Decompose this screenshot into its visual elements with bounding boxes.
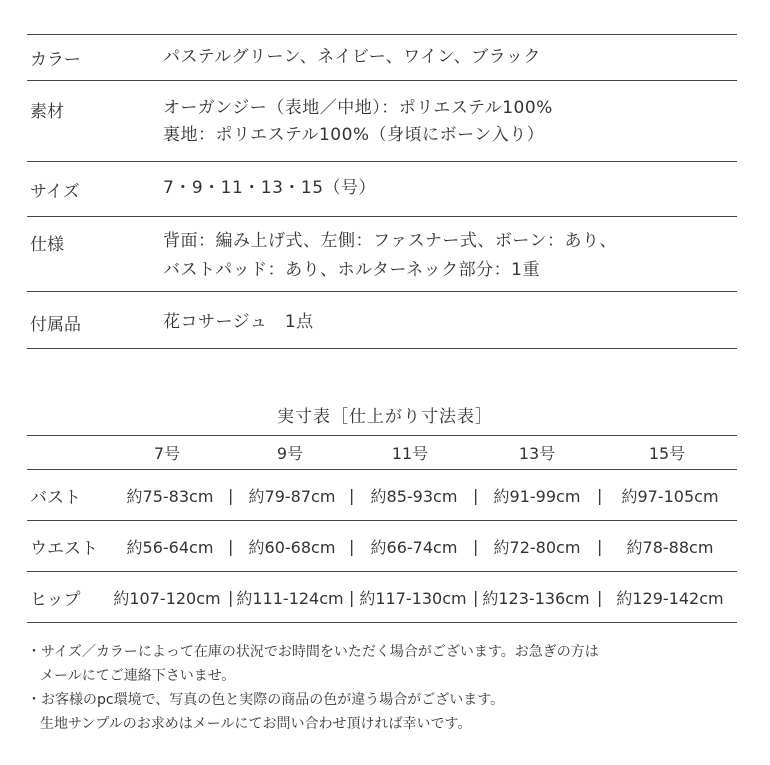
spec-value: 花コサージュ 1点 (163, 312, 314, 332)
separator: | (597, 485, 603, 505)
spec-label: サイズ (30, 182, 80, 202)
size-row-hip (27, 571, 737, 623)
spec-row-size (27, 161, 737, 216)
note-line: 生地サンプルのお求めはメールにてお問い合わせ頂ければ幸いです。 (40, 716, 472, 732)
size-cell: 約79-87cm (248, 486, 336, 506)
separator: | (473, 485, 479, 505)
size-cell: 約85-93cm (370, 486, 458, 506)
spec-label: 仕様 (30, 235, 64, 255)
spec-label: 素材 (30, 102, 64, 122)
spec-row-accessories (27, 291, 737, 349)
separator: | (473, 536, 479, 556)
size-cell: 約97-105cm (621, 486, 719, 506)
spec-label: カラー (30, 50, 81, 70)
size-cell: 約78-88cm (626, 537, 714, 557)
separator: | (228, 587, 234, 607)
column-header: 13号 (518, 444, 556, 463)
size-cell: 約60-68cm (248, 537, 336, 557)
size-row-waist (27, 520, 737, 571)
separator: | (349, 536, 355, 556)
column-header: 9号 (276, 444, 304, 463)
column-header: 11号 (391, 444, 429, 463)
notes (27, 640, 747, 736)
spec-value: オーガンジー（表地／中地）：ポリエステル100% (163, 98, 553, 118)
spec-row-color (27, 34, 737, 80)
row-label: バスト (30, 487, 81, 508)
spec-row-material (27, 80, 737, 161)
size-table (27, 435, 737, 623)
row-label: ウエスト (30, 538, 98, 559)
separator: | (597, 536, 603, 556)
size-cell: 約91-99cm (493, 486, 581, 506)
size-row-bust (27, 469, 737, 520)
size-cell: 約107-120cm (113, 588, 221, 608)
note-line: メールにてご連絡下さいませ。 (40, 668, 236, 684)
size-cell: 約72-80cm (493, 537, 581, 557)
column-header: 7号 (153, 444, 181, 463)
note-line: ・サイズ／カラーによって在庫の状況でお時間をいただく場合がございます。お急ぎの方は (27, 644, 599, 660)
row-label: ヒップ (30, 589, 81, 610)
spec-value: 7・9・11・13・15（号） (163, 178, 377, 198)
spec-table (27, 34, 737, 349)
separator: | (228, 536, 234, 556)
size-table-title: 実寸表［仕上がり寸法表］ (277, 407, 493, 427)
size-cell: 約123-136cm (482, 588, 590, 608)
spec-row-features (27, 216, 737, 291)
size-cell: 約129-142cm (616, 588, 724, 608)
spec-value: 背面：編み上げ式、左側：ファスナー式、ボーン：あり、 (163, 231, 617, 251)
column-header: 15号 (648, 444, 686, 463)
spec-value: パステルグリーン、ネイビー、ワイン、ブラック (163, 47, 541, 67)
separator: | (597, 587, 603, 607)
separator: | (228, 485, 234, 505)
spec-value: 裏地：ポリエステル100%（身頃にボーン入り） (163, 125, 545, 145)
separator: | (473, 587, 479, 607)
note-line: ・お客様のpc環境で、写真の色と実際の商品の色が違う場合がございます。 (27, 692, 505, 708)
size-cell: 約117-130cm (359, 588, 467, 608)
size-cell: 約66-74cm (370, 537, 458, 557)
spec-value: バストパッド：あり、ホルターネック部分：1重 (163, 260, 540, 280)
separator: | (349, 587, 355, 607)
size-cell: 約56-64cm (126, 537, 214, 557)
size-table-header (27, 435, 737, 469)
size-cell: 約75-83cm (126, 486, 214, 506)
spec-label: 付属品 (30, 315, 81, 335)
size-cell: 約111-124cm (236, 588, 344, 608)
separator: | (349, 485, 355, 505)
